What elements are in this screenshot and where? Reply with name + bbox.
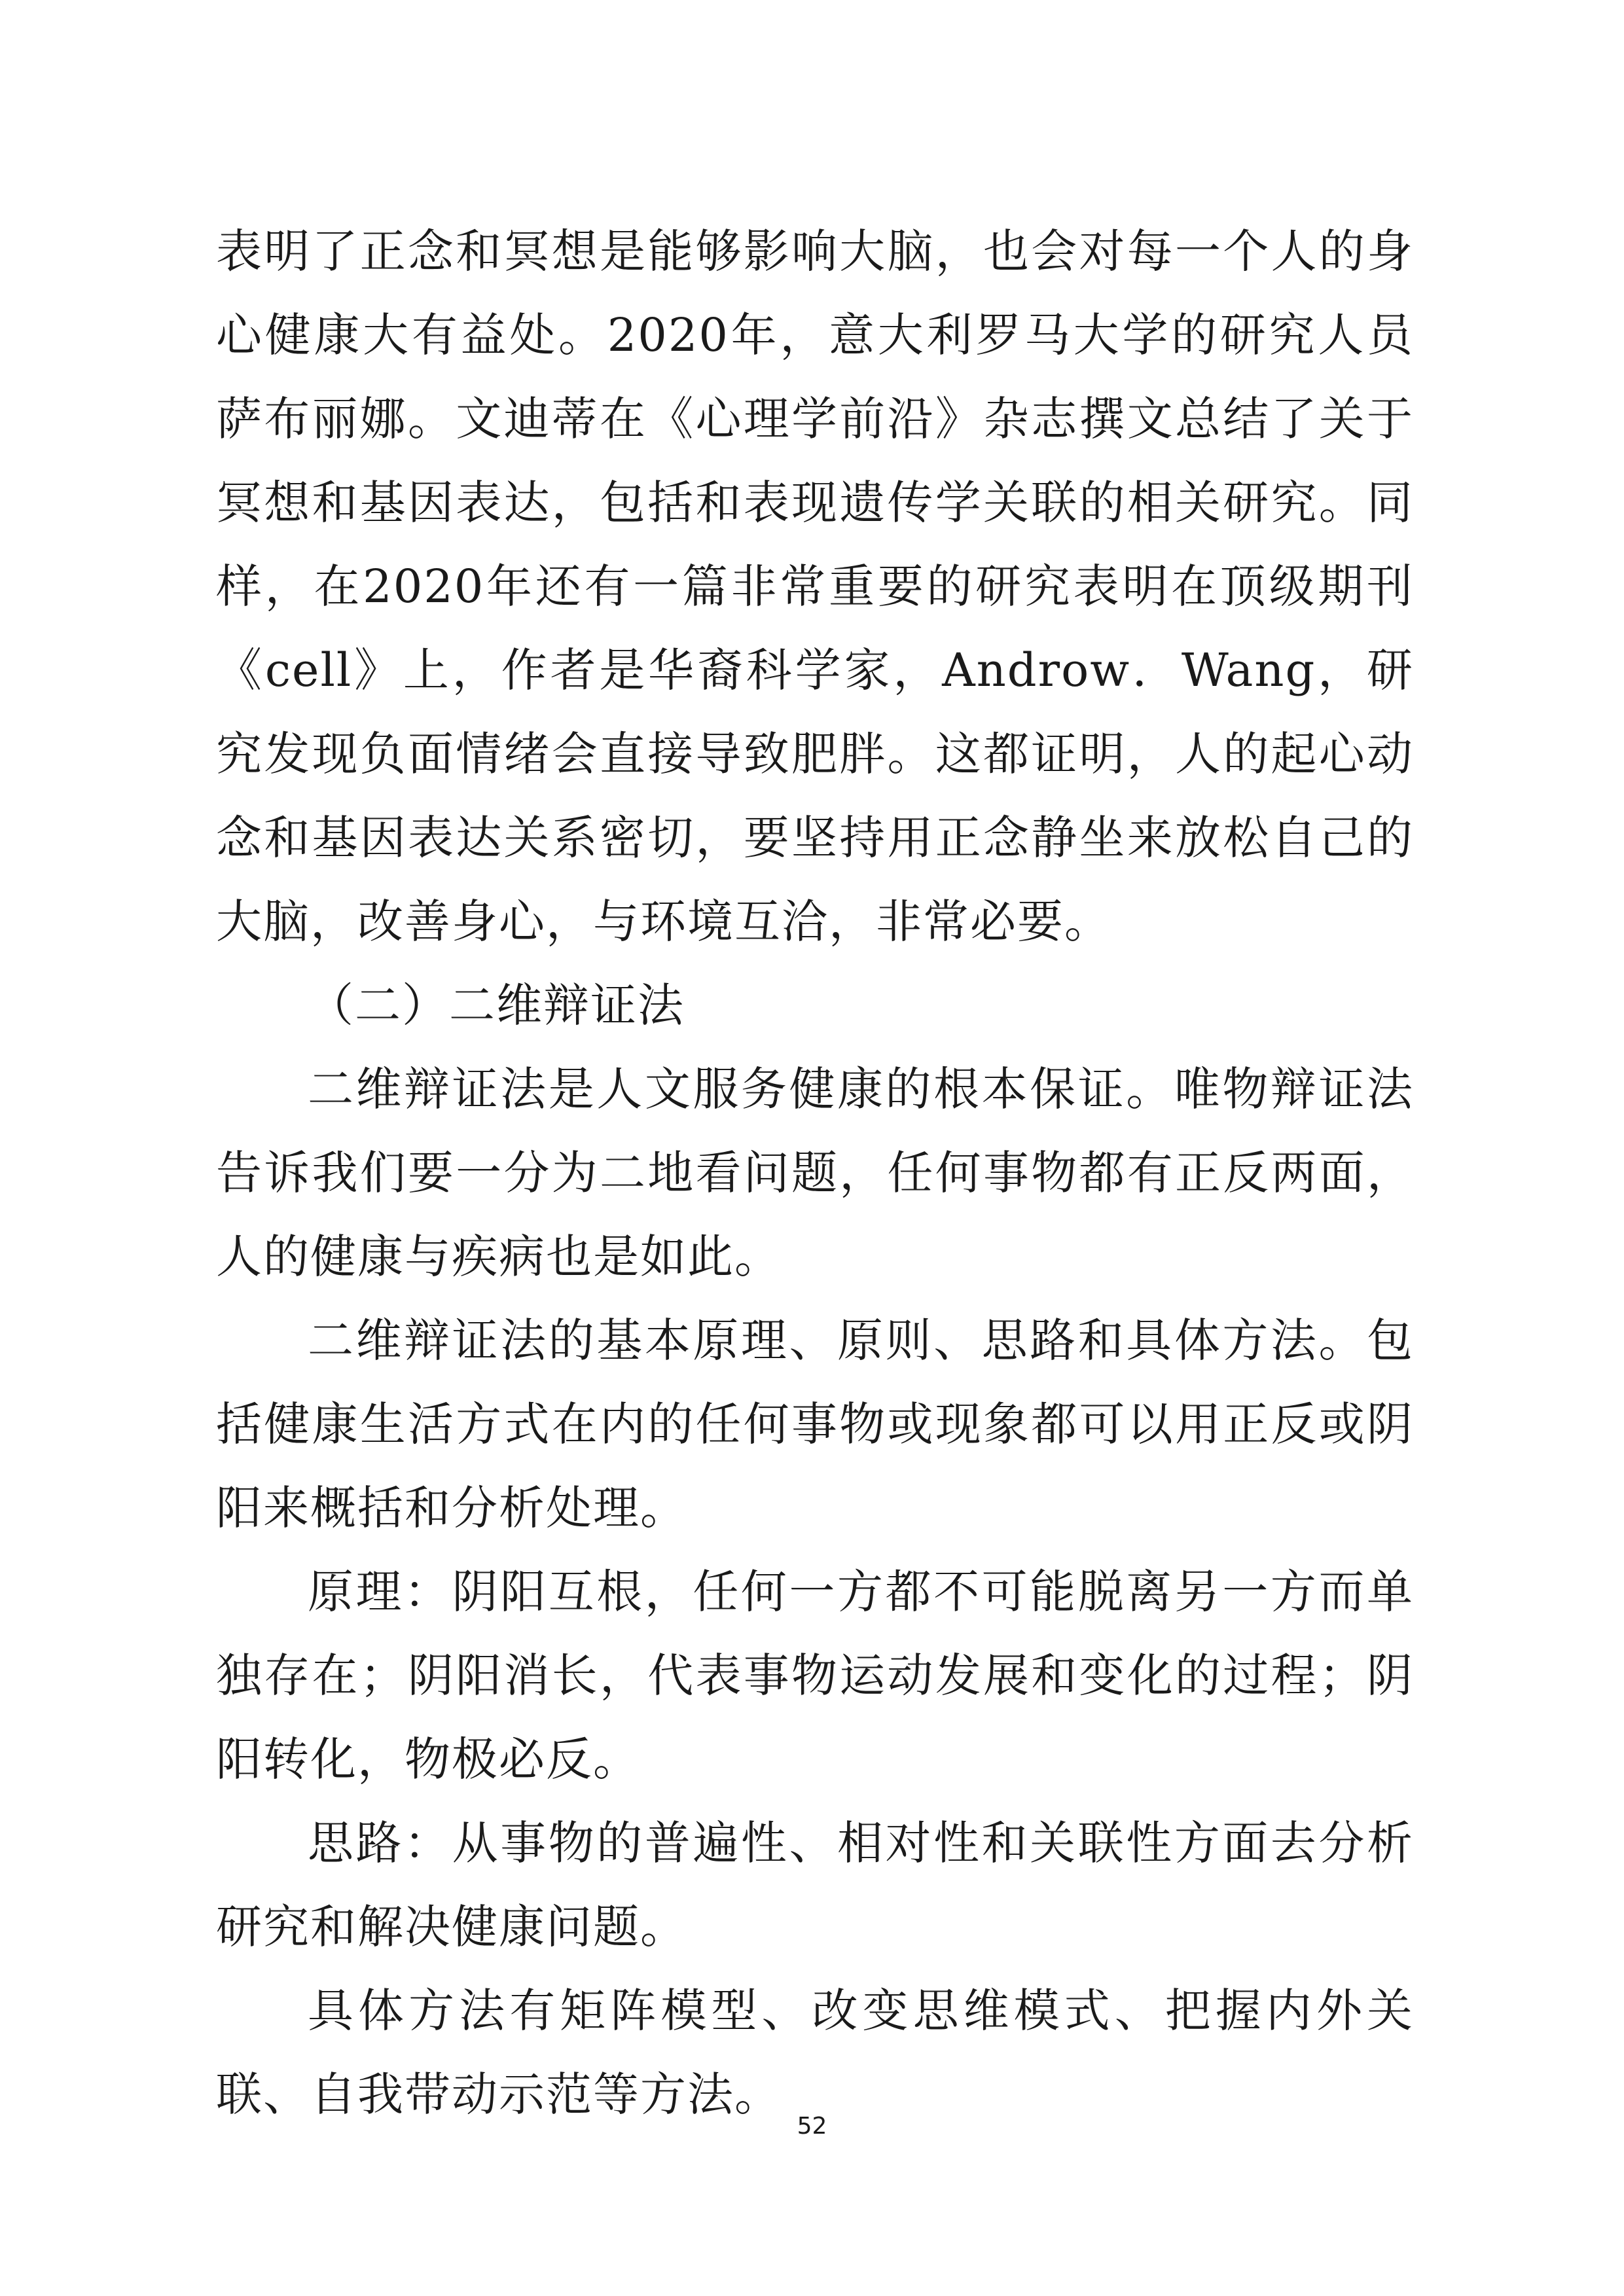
paragraph: 二维辩证法的基本原理、原则、思路和具体方法。包括健康生活方式在内的任何事物或现象都可以用正反或阴阳来概括和分析处理。 [216,1314,1414,1535]
paragraph: 二维辩证法是人文服务健康的根本保证。唯物辩证法告诉我们要一分为二地看问题，任何事物都有正反两面，人的健康与疾病也是如此。 [216,1062,1414,1283]
page-number: 52 [797,2113,827,2140]
page-body [216,209,1414,2136]
paragraph: 思路：从事物的普遍性、相对性和关联性方面去分析研究和解决健康问题。 [216,1816,1414,1954]
paragraph-continued: 表明了正念和冥想是能够影响大脑，也会对每一个人的身心健康大有益处。2020年，意大利罗马大学的研究人员萨布丽娜。文迪蒂在《心理学前沿》杂志撰文总结了关于冥想和基因表达，包括和表现遗传学关联的相关研究。同样，在2020年还有一篇非常重要的研究表明在顶级期刊《cell》上，作者是华裔科学家，Androw．Wang，研究发现负面情绪会直接导致肥胖。这都证明，人的起心动念和基因表达关系密切，要坚持用正念静坐来放松自己的大脑，改善身心，与环境互洽，非常必要。 [216,224,1414,948]
paragraph: 原理：阴阳互根，任何一方都不可能脱离另一方而单独存在；阴阳消长，代表事物运动发展和变化的过程；阴阳转化，物极必反。 [216,1565,1414,1786]
paragraph: 具体方法有矩阵模型、改变思维模式、把握内外关联、自我带动示范等方法。 [216,1984,1414,2121]
section-heading: （二）二维辩证法 [308,978,685,1032]
